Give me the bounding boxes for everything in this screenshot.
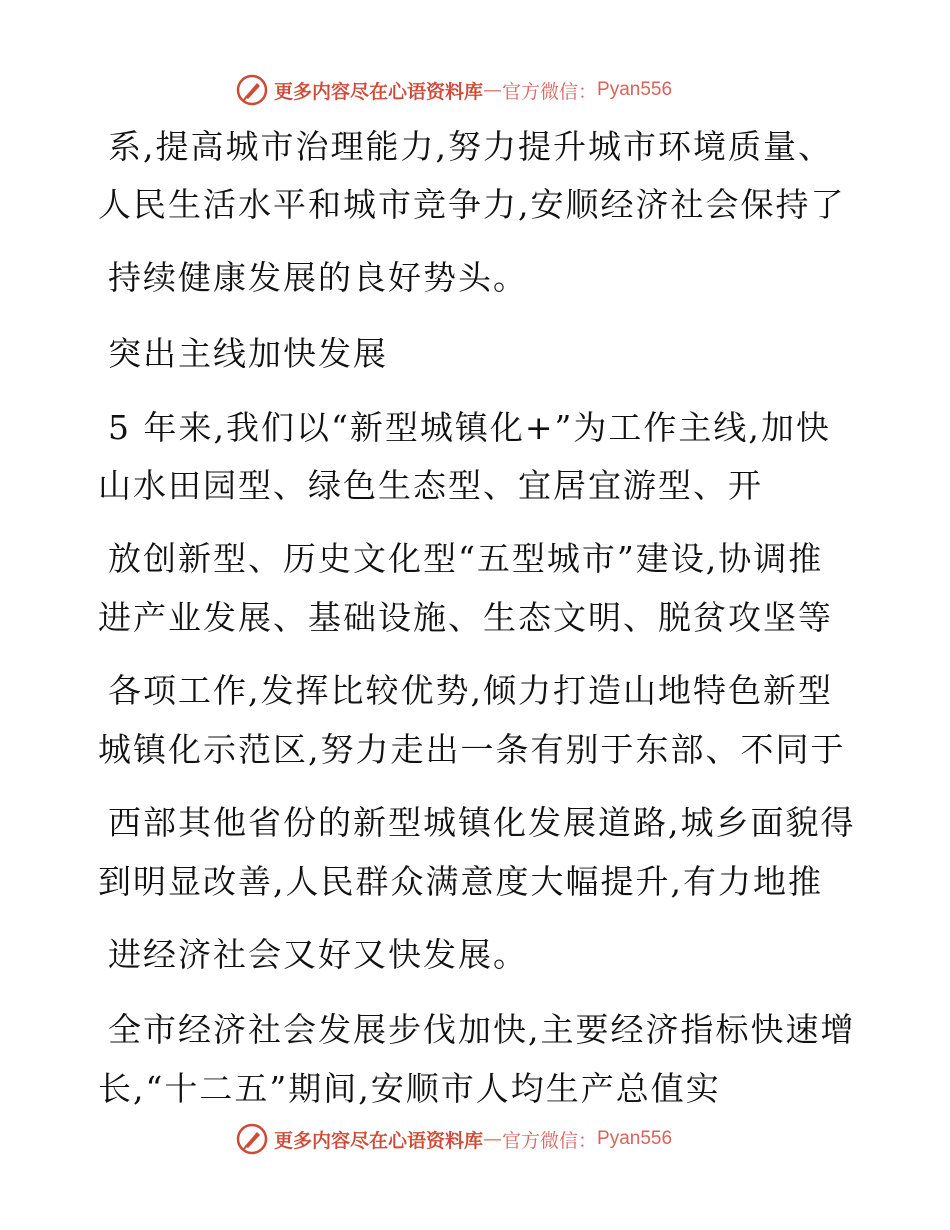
text-line: 长,“十二五”期间,安顺市人均生产总值实 [98,1069,721,1108]
text-line: 人民生活水平和城市竞争力,安顺经济社会保持了 [98,185,846,224]
text-line: 山水田园型、绿色生态型、宜居宜游型、开 [98,466,763,505]
text-line: 5 年来,我们以“新型城镇化+”为工作主线,加快 [108,408,831,447]
text-line: 系,提高城市治理能力,努力提升城市环境质量、 [108,127,833,166]
text-line: 全市经济社会发展步伐加快,主要经济指标快速增 [108,1010,856,1049]
banner-wechat-label: 官方微信： [502,1129,598,1152]
text-line: 城镇化示范区,努力走出一条有别于东部、不同于 [98,730,846,769]
text-line: 西部其他省份的新型城镇化发展道路,城乡面貌得 [108,803,856,842]
text-line: 持续健康发展的良好势头。 [108,258,528,297]
banner-title: 更多内容尽在心语资料库 [274,1129,484,1152]
text-line: 进产业发展、基础设施、生态文明、脱贫攻坚等 [98,598,833,637]
footer-banner [236,1122,672,1156]
quill-logo-icon [236,1123,268,1155]
text-line: 各项工作,发挥比较优势,倾力打造山地特色新型 [108,671,833,710]
quill-logo-icon [236,74,268,106]
section-heading: 突出主线加快发展 [108,334,388,373]
banner-title: 更多内容尽在心语资料库 [274,80,484,103]
text-line: 放创新型、历史文化型“五型城市”建设,协调推 [108,539,824,578]
header-banner [236,73,672,107]
banner-wechat-label: 官方微信： [502,80,598,103]
banner-wechat-id: Pyan556 [597,1128,673,1149]
banner-separator: — [483,79,503,101]
banner-separator: — [483,1128,503,1150]
banner-wechat-id: Pyan556 [597,79,673,100]
text-line: 进经济社会又好又快发展。 [108,935,528,974]
text-line: 到明显改善,人民群众满意度大幅提升,有力地推 [98,862,823,901]
